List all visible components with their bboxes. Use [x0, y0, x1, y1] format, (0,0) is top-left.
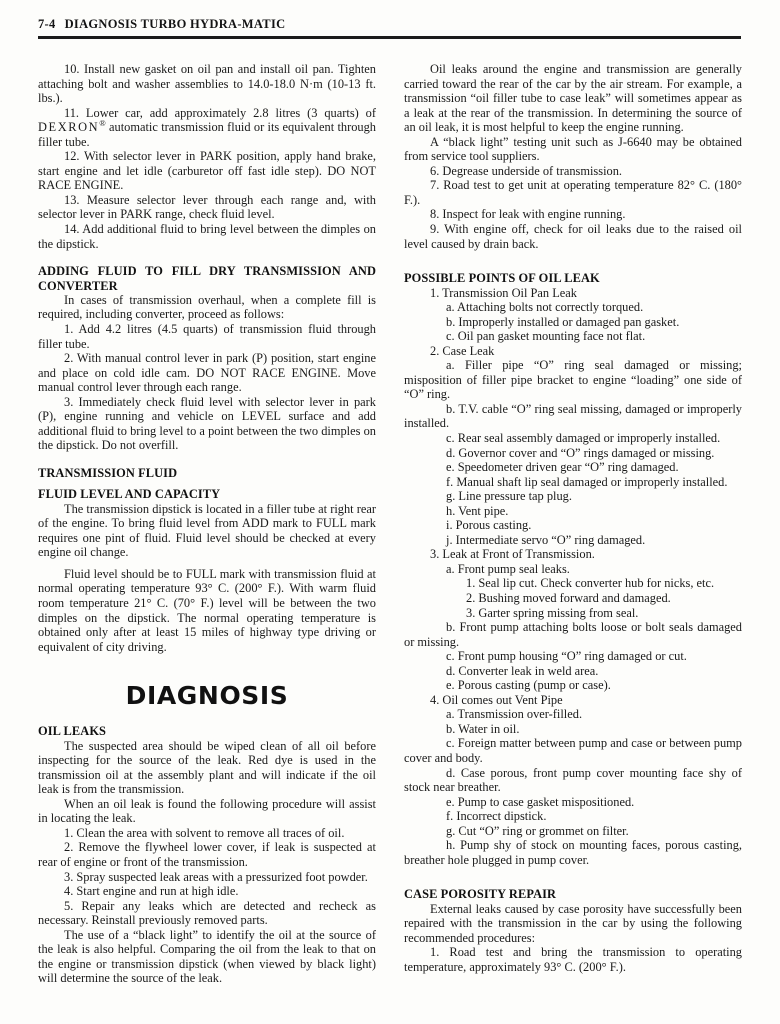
- possible-point-item: 2. Bushing moved forward and damaged.: [466, 591, 671, 605]
- fluid-level-paragraph: Fluid level should be to FULL mark with transmission fluid at normal operating temperature 93° C. (200° F.). With warm fluid room temperature 21° C. (70° F.) level will be between the two dimples on the dipstick. The normal operating temperature is obtained only after at least 15 miles of highway type driving or equivalent of city driving.: [38, 566, 376, 654]
- step-item: 10. Install new gasket on oil pan and install oil pan. Tighten attaching bolt and washer assemblies to 14.0-18.0 N·m (10-13 ft. lbs.).: [38, 62, 376, 106]
- oil-leaks-step: 1. Clean the area with solvent to remove all traces of oil.: [64, 825, 345, 840]
- possible-point-item: c. Foreign matter between pump and case or between pump cover and body.: [404, 736, 742, 766]
- oil-leaks-paragraph: When an oil leak is found the following procedure will assist in locating the leak.: [38, 796, 376, 826]
- possible-point-item: c. Rear seal assembly damaged or improperly installed.: [446, 430, 721, 445]
- adding-fluid-step: 1. Add 4.2 litres (4.5 quarts) of transmission fluid through filler tube.: [38, 322, 376, 351]
- possible-point-item: e. Pump to case gasket mispositioned.: [446, 794, 635, 809]
- possible-point-item: f. Manual shaft lip seal damaged or improperly installed.: [446, 474, 728, 489]
- oil-leaks-closing: The use of a “black light” to identify the oil at the source of the leak is also helpful. Comparing the oil from the leak to that on the engine or transmission dipstick (when viewed by black light) will determine the source of the leak.: [38, 927, 376, 986]
- oil-leaks-step: 2. Remove the flywheel lower cover, if leak is suspected at rear of engine or front of the transmission.: [38, 840, 376, 869]
- possible-point-item: c. Oil pan gasket mounting face not flat.: [446, 329, 646, 344]
- possible-point-item: g. Line pressure tap plug.: [446, 489, 572, 504]
- oil-leaks-step: 4. Start engine and run at high idle.: [64, 884, 239, 899]
- section-heading-case-porosity: CASE POROSITY REPAIR: [404, 887, 557, 902]
- step-item: 6. Degrease underside of transmission.: [430, 163, 623, 178]
- case-porosity-intro: External leaks caused by case porosity have successfully been repaired with the transmission in the car by using the following recommended procedures:: [404, 901, 742, 945]
- possible-point-item: g. Cut “O” ring or grommet on filter.: [446, 823, 629, 838]
- step-item: 14. Add additional fluid to bring level between the dimples on the dipstick.: [38, 222, 376, 251]
- section-heading-transmission-fluid: TRANSMISSION FLUID: [38, 465, 178, 480]
- possible-point-item: d. Case porous, front pump cover mounting face shy of stock near breather.: [404, 765, 742, 795]
- possible-points-list: [404, 286, 742, 868]
- possible-point-item: 2. Case Leak: [430, 343, 495, 358]
- possible-point-item: a. Transmission over-filled.: [446, 707, 583, 722]
- right-column: [404, 62, 742, 986]
- running-head-title: DIAGNOSIS TURBO HYDRA-MATIC: [64, 17, 286, 31]
- fluid-level-paragraph: The transmission dipstick is located in a filler tube at right rear of the engine. To bring fluid level from ADD mark to FULL mark requires one pint of fluid. Fluid level should be checked at every engine oil change.: [38, 501, 376, 560]
- possible-point-item: a. Filler pipe “O” ring seal damaged or missing; misposition of filler pipe bracket to engine “loading” one side of “O” ring.: [404, 358, 742, 402]
- step-item: 13. Measure selector lever through each range and, with selector lever in PARK range, check fluid level.: [38, 192, 376, 222]
- body-columns: [38, 62, 742, 986]
- possible-point-item: e. Speedometer driven gear “O” ring damaged.: [446, 460, 679, 475]
- possible-point-item: b. Front pump attaching bolts loose or bolt seals damaged or missing.: [404, 620, 742, 649]
- section-heading-possible-points: POSSIBLE POINTS OF OIL LEAK: [404, 271, 600, 286]
- section-heading-oil-leaks: OIL LEAKS: [38, 724, 107, 739]
- possible-point-item: 1. Transmission Oil Pan Leak: [430, 285, 577, 300]
- step-item: 11. Lower car, add approximately 2.8 litres (3 quarts) of DEXRON® automatic transmission fluid or its equivalent through filler tube.: [38, 105, 376, 149]
- possible-point-item: d. Converter leak in weld area.: [446, 663, 599, 678]
- possible-point-item: 3. Garter spring missing from seal.: [466, 605, 639, 620]
- header-rule: [38, 36, 741, 39]
- subsection-heading-fluid-level: FLUID LEVEL AND CAPACITY: [38, 487, 221, 502]
- adding-fluid-step: 2. With manual control lever in park (P) position, start engine and place on cold idle cam. DO NOT RACE ENGINE. Move manual control lever through each range.: [38, 351, 376, 395]
- oil-leaks-paragraph: The suspected area should be wiped clean of all oil before inspecting for the source of the leak. Red dye is used in the transmission oil at the assembly plant and will indicate if the oil leak is from the transmission.: [38, 738, 376, 797]
- possible-point-item: e. Porous casting (pump or case).: [446, 678, 611, 693]
- oil-leaks-step: 5. Repair any leaks which are detected and recheck as necessary. Reinstall previously removed parts.: [38, 898, 376, 928]
- page-folio: 7-4: [38, 17, 56, 31]
- possible-point-item: b. Water in oil.: [446, 721, 520, 736]
- adding-fluid-step: 3. Immediately check fluid level with selector lever in park (P), engine running and vehicle on LEVEL surface and add additional fluid to bring level to a point between the two dimples on the dipstick. Do not overfill.: [38, 394, 376, 453]
- possible-point-item: 3. Leak at Front of Transmission.: [430, 547, 595, 562]
- case-porosity-step: 1. Road test and bring the transmission to operating temperature, approximately 93° C. (200° F.).: [404, 945, 742, 974]
- step-item: 9. With engine off, check for oil leaks due to the raised oil level caused by drain back.: [404, 222, 742, 251]
- possible-point-item: i. Porous casting.: [446, 518, 532, 533]
- intro-paragraph: A “black light” testing unit such as J-6640 may be obtained from service tool suppliers.: [404, 134, 742, 164]
- running-head: [38, 17, 742, 32]
- possible-point-item: a. Front pump seal leaks.: [446, 561, 570, 576]
- step-item: 8. Inspect for leak with engine running.: [430, 207, 626, 222]
- possible-point-item: a. Attaching bolts not correctly torqued.: [446, 300, 644, 315]
- step-item: 7. Road test to get unit at operating temperature 82° C. (180° F.).: [404, 178, 742, 207]
- section-heading-adding-fluid: ADDING FLUID TO FILL DRY TRANSMISSION AND CONVERTER: [38, 264, 376, 293]
- possible-point-item: b. T.V. cable “O” ring seal missing, damaged or improperly installed.: [404, 401, 742, 431]
- possible-point-item: h. Pump shy of stock on mounting faces, porous casting, breather hole plugged in pump cover.: [404, 838, 742, 867]
- running-head-line: [38, 17, 742, 32]
- left-column: [38, 62, 376, 986]
- oil-leaks-step: 3. Spray suspected leak areas with a pressurized foot powder.: [64, 869, 368, 884]
- possible-point-item: c. Front pump housing “O” ring damaged or cut.: [446, 649, 687, 664]
- possible-point-item: f. Incorrect dipstick.: [446, 809, 547, 824]
- possible-point-item: 1. Seal lip cut. Check converter hub for nicks, etc.: [466, 576, 715, 591]
- possible-point-item: j. Intermediate servo “O” ring damaged.: [446, 532, 646, 547]
- intro-paragraph: Oil leaks around the engine and transmission are generally carried toward the rear of the car by the air stream. For example, a transmission “oil filler tube to case leak” will sometimes appear as a leak at the rear of the transmission. In determining the source of an oil leak, it is most helpful to keep the engine running.: [404, 62, 742, 135]
- adding-fluid-intro: In cases of transmission overhaul, when a complete fill is required, including converter, proceed as follows:: [38, 292, 376, 322]
- possible-point-item: d. Governor cover and “O” rings damaged or missing.: [446, 445, 715, 460]
- possible-point-item: h. Vent pipe.: [446, 503, 509, 518]
- display-heading-diagnosis: DIAGNOSIS: [125, 681, 289, 711]
- possible-point-item: b. Improperly installed or damaged pan gasket.: [446, 314, 680, 329]
- step-item: 12. With selector lever in PARK position, apply hand brake, start engine and let idle (carburetor off fast idle step). DO NOT RACE ENGINE.: [38, 149, 376, 193]
- possible-point-item: 4. Oil comes out Vent Pipe: [430, 692, 563, 707]
